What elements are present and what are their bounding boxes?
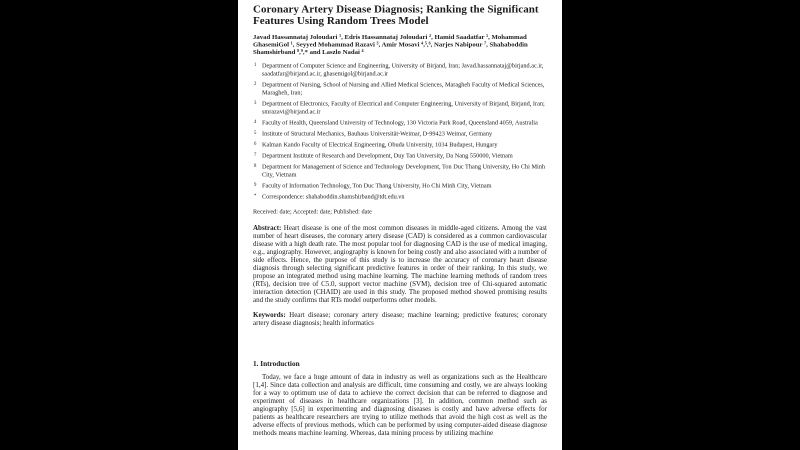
affiliation-text: Department of Electronics, Faculty of Electrical and Computer Engineering, University of Birjand, Birjand, Iran; smrazavi@birjand.ac.ir bbox=[262, 100, 545, 115]
affiliation-text: Department for Management of Science and Technology Development, Ton Duc Thang University, Ho Chi Minh City, Vietnam bbox=[262, 163, 546, 178]
affiliation-item bbox=[253, 193, 547, 201]
affiliation-item bbox=[253, 130, 547, 138]
paper-viewport bbox=[238, 0, 562, 450]
section-heading-introduction: 1. Introduction bbox=[253, 360, 300, 368]
affiliation-item bbox=[253, 119, 547, 127]
affiliation-text: Faculty of Information Technology, Ton Duc Thang University, Ho Chi Minh City, Vietnam bbox=[262, 182, 492, 189]
affiliation-text: Department Institute of Research and Development, Duy Tan University, Da Nang 550000, Vietnam bbox=[262, 152, 513, 159]
affiliation-item bbox=[253, 62, 547, 78]
affiliation-number: 6 bbox=[254, 141, 257, 147]
affiliation-text: Department of Nursing, School of Nursing and Allied Medical Sciences, Maragheh Faculty of Medical Sciences, Maragheh, Iran; bbox=[262, 81, 545, 96]
abstract-label: Abstract: bbox=[253, 224, 282, 232]
affiliation-number: 3 bbox=[254, 100, 257, 106]
affiliation-text: Kalman Kando Faculty of Electrical Engineering, Obuda University, 1034 Budapest, Hungary bbox=[262, 141, 498, 148]
keywords-block bbox=[253, 312, 547, 328]
affiliation-number: 2 bbox=[254, 81, 257, 87]
affiliation-text: Correspondence: shahaboddin.shamshirband@tdt.edu.vn bbox=[262, 193, 405, 200]
affiliation-text: Institute of Structural Mechanics, Bauhaus Universität-Weimar, D-99423 Weimar, Germany bbox=[262, 130, 493, 137]
affiliation-number: 4 bbox=[254, 119, 257, 125]
affiliation-list bbox=[253, 62, 547, 201]
affiliation-number: 7 bbox=[254, 152, 257, 158]
abstract-block bbox=[253, 225, 547, 305]
affiliation-item bbox=[253, 141, 547, 149]
affiliation-text: Department of Computer Science and Engineering, University of Birjand, Iran; Javad.hassannataj@birjand.ac.ir, saadatfar@birjand.ac.ir, ghasemigol@birjand.ac.ir bbox=[262, 62, 544, 77]
affiliation-number: 8 bbox=[254, 163, 257, 169]
dates-line: Received: date; Accepted: date; Published: date bbox=[253, 208, 372, 215]
paper-page bbox=[238, 0, 562, 450]
affiliation-item bbox=[253, 152, 547, 160]
affiliation-number: 9 bbox=[254, 182, 257, 188]
section-paragraph: Today, we face a huge amount of data in industry as well as organizations such as the Healthcare [1,4]. Since data collection and analysis are difficult, time consuming and costly, we are always looking for a way to optimum use of data to achieve the correct decision that can be referred to diagnose and experiment of diseases in healthcare organizations [3]. In addition, common method such as angiography [5,6] in experimenting and diagnosing diseases is costly and have adverse effects for patients as healthcare researchers are trying to utilize methods that avoid the high cost as well as the adverse effects of previous methods, which can be performed by using computer-aided disease diagnose methods means machine learning. Whereas, data mining process by utilizing machine bbox=[253, 373, 547, 437]
author-list: Javad Hassannataj Joloudari ¹, Edris Hassannataj Joloudari ², Hamid Saadatfar ¹, Mohammad GhasemiGol ¹, Seyyed Mohammad Razavi ³, Amir Mosavi ⁴,⁵,⁶, Narjes Nabipour ⁷, Shahaboddin Shamshirband ⁸,⁹,* and Laszlo Nadai ⁴ bbox=[253, 33, 528, 56]
affiliation-item bbox=[253, 163, 547, 179]
affiliation-item bbox=[253, 100, 547, 116]
abstract-text: Heart disease is one of the most common diseases in middle-aged citizens. Among the vast number of heart diseases, the coronary artery disease (CAD) is considered as a common cardiovascular disease with a high death rate. The most popular tool for diagnosing CAD is the use of medical imaging, e.g., angiography. However, angiography is known for being costly and also associated with a number of side effects. Hence, the purpose of this study is to increase the accuracy of coronary heart disease diagnosis through selecting significant predictive features in order of their ranking. In this study, we propose an integrated method using machine learning. The machine learning methods of random trees (RTs), decision tree of C5.0, support vector machine (SVM), decision tree of Chi-squared automatic interaction detection (CHAID) are used in this study. The proposed method showed promising results and the study confirms that RTs model outperforms other models. bbox=[253, 224, 548, 304]
affiliation-text: Faculty of Health, Queensland University of Technology, 130 Victoria Park Road, Queensland 4059, Australia bbox=[262, 119, 538, 126]
affiliation-number: * bbox=[254, 193, 257, 199]
affiliation-number: 5 bbox=[254, 130, 257, 136]
paper-title: Coronary Artery Disease Diagnosis; Ranking the Significant Features Using Random Trees Model bbox=[253, 2, 539, 27]
affiliation-number: 1 bbox=[254, 62, 257, 68]
affiliation-item bbox=[253, 182, 547, 190]
keywords-text: Heart disease; coronary artery disease; machine learning; predictive features; coronary artery disease diagnosis; health informatics bbox=[253, 311, 548, 327]
keywords-label: Keywords: bbox=[253, 311, 286, 319]
affiliation-item bbox=[253, 81, 547, 97]
